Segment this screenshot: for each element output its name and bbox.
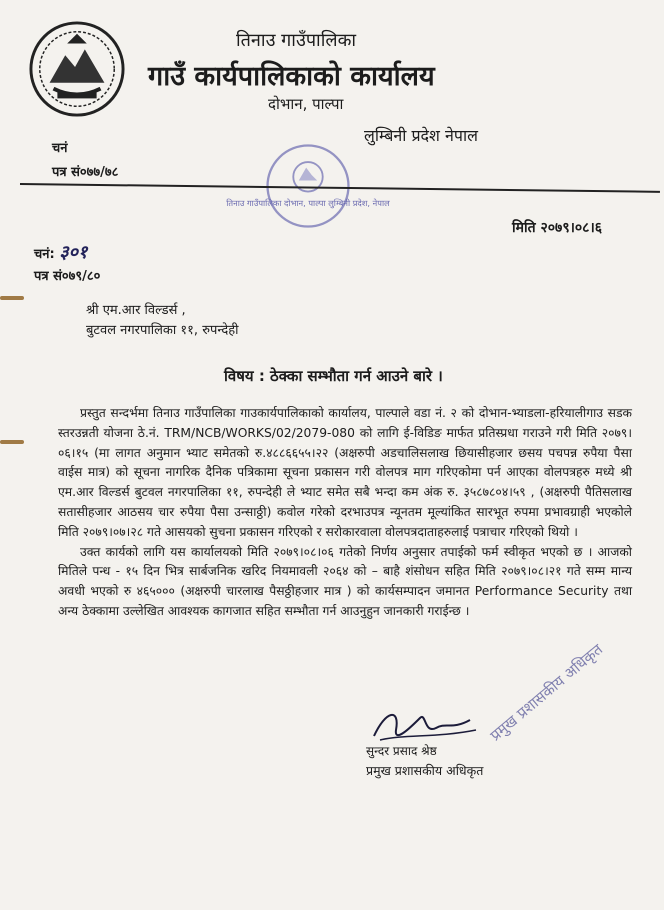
- letter-subject: विषय : ठेक्का सम्भौता गर्न आउने बारे ।: [224, 367, 443, 385]
- punch-mark-bottom: [0, 440, 24, 444]
- letter-date: मिति २०७९।०८।६: [512, 220, 603, 236]
- municipality-name: तिनाउ गाउँपालिका: [236, 30, 357, 51]
- chalani-label-2: चनं: [34, 247, 50, 262]
- recipient-name: श्री एम.आर विल्डर्स ,: [86, 303, 186, 318]
- designation-stamp: प्रमुख प्रशासकीय अधिकृत: [486, 640, 607, 745]
- chalani-handwritten-row: चनं: ३०१: [34, 242, 88, 263]
- patra-number-current: पत्र सं०७९/८०: [34, 269, 101, 284]
- body-paragraph-2: उक्त कार्यको लागि यस कार्यालयको मिति २०७९।०८।०६ गतेको निर्णय अनुसार तपाईको फर्म स्वीकृत भएको छ । आजको मितिले पन्ध - १५ दिन भित्र सार्बजनिक खरिद नियमावली २०६४ को – बाहै शंसोधन सहित मिति २०७९।०८।२१ गते सम्म मान्य अवधी भएको रु ४६५००० (अक्षरुपी चारलाख पैसठ्ठीहजार मात्र ) को कार्यसम्पादन जमानत Performance Security तथा अन्य ठेक्कामा उल्लेखित आवश्यक कागजात सहित सम्भौता गर्न आउनुहुन जानकारी गराईन्छ ।: [58, 544, 632, 618]
- signatory-name: सुन्दर प्रसाद श्रेष्ठ: [366, 744, 437, 758]
- recipient-address: बुटवल नगरपालिका ११, रुपन्देही: [86, 323, 239, 338]
- chalani-number: ३०१: [59, 242, 88, 263]
- office-title: गाउँ कार्यपालिकाको कार्यालय: [148, 61, 435, 92]
- body-paragraph-1: प्रस्तुत सन्दर्भमा तिनाउ गाउँपालिका गाउकार्यपालिकाको कार्यालय, पाल्पाले वडा नं. २ को दोभान-भ्याडला-हरियालीगाउ सडक स्तरउन्नती योजना ठे.नं. TRM/NCB/WORKS/02/2079-080 को लागि ई-विडिङ मार्फत प्रतिस्प्रधा गराउने गरी मिति २०७९।०६।१५ (मा लागत अनुमान भ्याट समेतको रु.४८८६६५५।२२ (अक्षरुपी अडचालिसलाख छियासीहजार छसय पचपन्न रुपैया पैसा वाईस मात्र) को सूचना नागरिक दैनिक पत्रिकामा सूचना प्रकासन गरी वोलपत्र माग गरिएकोमा पर्न आएका वोलपत्रहरु मध्ये श्री एम.आर विल्डर्स बुटवल नगरपालिका ११, रुपन्देही ले भ्याट समेत सबै भन्दा कम अंक रु. ३५८७८०४।५९ , (अक्षरुपी पैतिसलाख सतासीहजार आठसय चार रुपैया पैसा उन्साठ्ठी) कवोल गरेको दरभाउपत्र न्यूनतम मूल्यांकित सारभूत रुपमा प्रभावग्राही भएकोले मिति २०७९।०७।२८ गते आसयको सुचना प्रकासन गरिएको र सरोकारवाला वोलपत्रदाताहरुलाई पत्राचार गरिएको थियो ।: [58, 406, 632, 539]
- signatory-title: प्रमुख प्रशासकीय अधिकृत: [366, 763, 484, 778]
- province-name: लुम्बिनी प्रदेश नेपाल: [364, 126, 478, 145]
- office-location: दोभान, पाल्पा: [268, 95, 344, 113]
- punch-mark-top: [0, 296, 24, 300]
- seal-text: तिनाउ गाउँपालिका दोभान, पाल्पा लुम्बिनी प्रदेश, नेपाल: [226, 198, 390, 209]
- nepal-emblem-icon: [28, 20, 126, 118]
- letter-body: [58, 404, 632, 622]
- chalani-label: चनं: [52, 141, 68, 156]
- patra-number-label: पत्र सं०७७/७८: [52, 165, 119, 180]
